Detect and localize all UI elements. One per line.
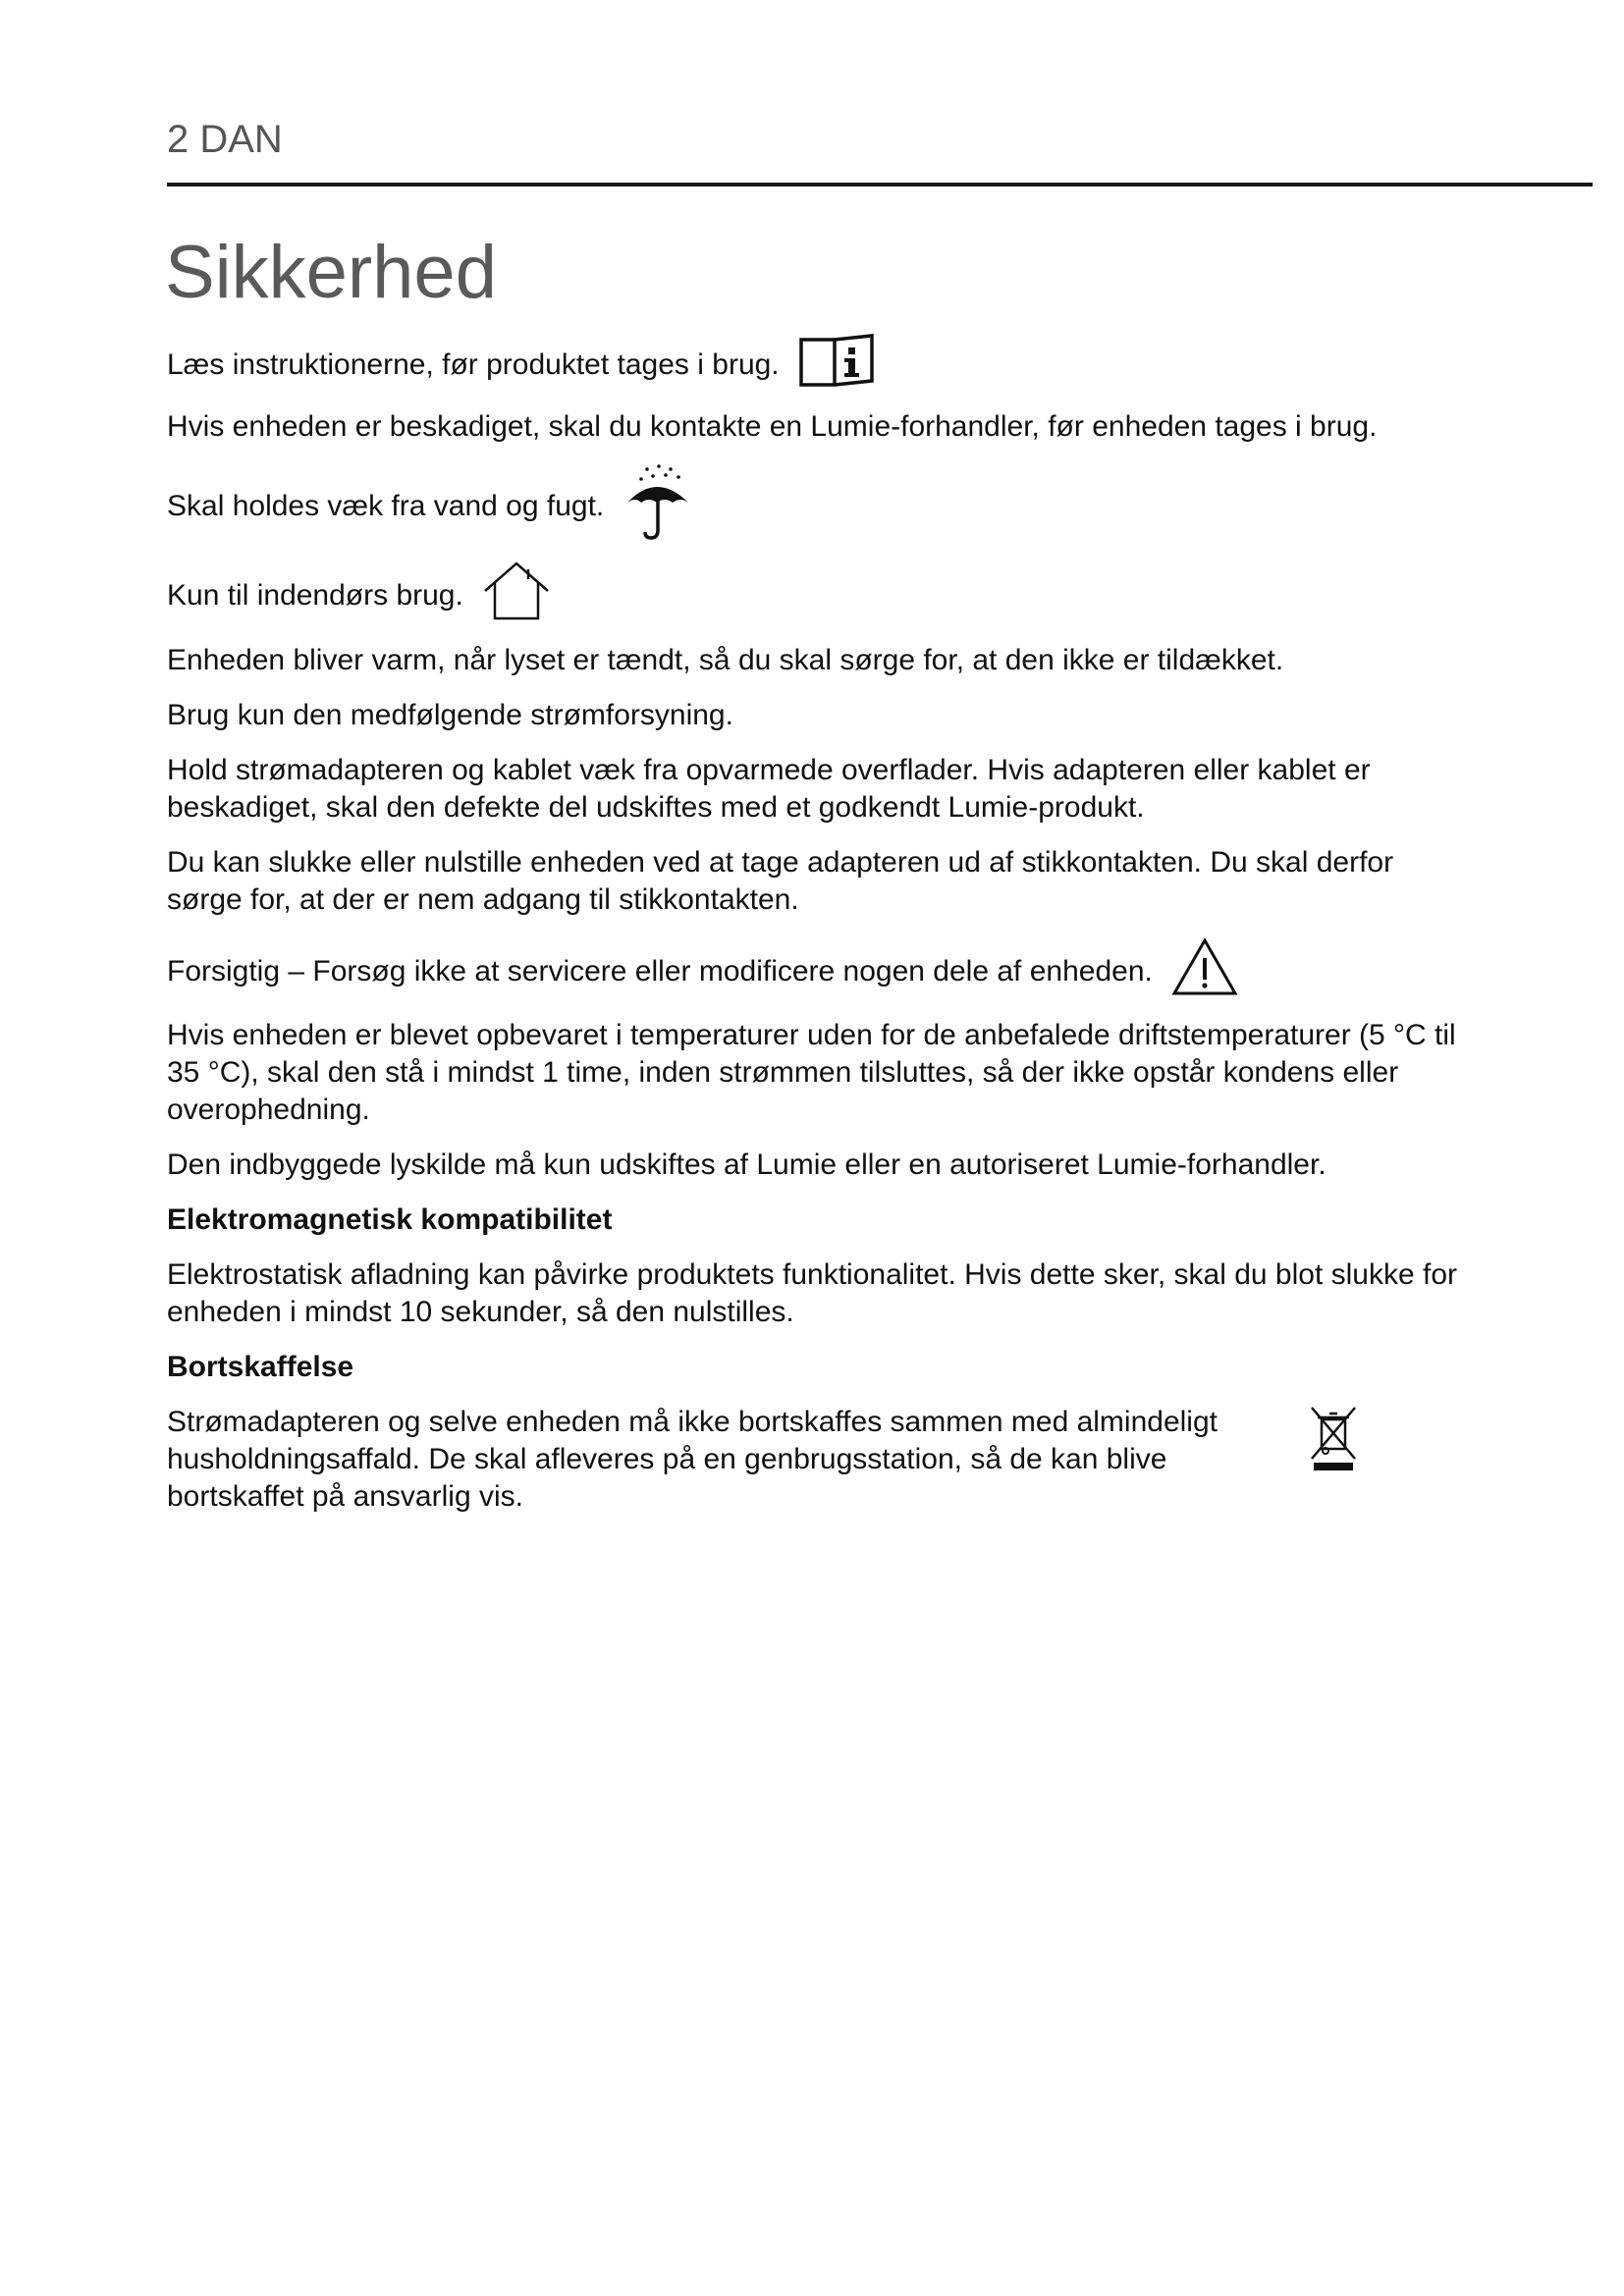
warning-triangle-icon: [1170, 936, 1239, 1007]
keep-dry-umbrella-icon: [622, 463, 692, 550]
crossed-bin-icon: [1308, 1404, 1359, 1482]
disposal-text: Strømadapteren og selve enheden må ikke bortskaffes sammen med almindeligt husholdningsaffald. De skal afleveres på en genbrugsstation, så de kan blive bortskaffet på ansvarlig vis.: [167, 1406, 1218, 1513]
header-rule: [167, 183, 1593, 187]
paragraph-keep-dry: [167, 463, 1463, 550]
paragraph-text: Læs instruktionerne, før produktet tages i brug.: [167, 348, 780, 381]
paragraph-temperature: Hvis enheden er blevet opbevaret i temperaturer uden for de anbefalede driftstemperaturer (5 °C til 35 °C), skal den stå i mindst 1 time, inden strømmen tilsluttes, så der ikke opstår kondens eller overophedning.: [167, 1019, 1456, 1126]
paragraph-light-source: Den indbyggede lyskilde må kun udskiftes af Lumie eller en autoriseret Lumie-forhandler.: [167, 1148, 1326, 1181]
page-title: Sikkerhed: [165, 231, 497, 314]
manual-info-icon: [797, 332, 876, 399]
paragraph-text: Forsigtig – Forsøg ikke at servicere eller modificere nogen dele af enheden.: [167, 955, 1153, 988]
paragraph-text: Skal holdes væk fra vand og fugt.: [167, 490, 605, 522]
page-number-label: 2 DAN: [167, 118, 283, 161]
emc-text: Elektrostatisk afladning kan påvirke produktets funktionalitet. Hvis dette sker, skal du blot slukke for enheden i mindst 10 sekunder, så den nulstilles.: [167, 1258, 1457, 1328]
paragraph-caution: [167, 936, 1463, 1007]
emc-heading: Elektromagnetisk kompatibilitet: [167, 1203, 613, 1236]
paragraph-power-supply: Brug kun den medfølgende strømforsyning.: [167, 699, 733, 731]
disposal-block: [167, 1404, 1463, 1516]
paragraph-unplug: Du kan slukke eller nulstille enheden ved at tage adapteren ud af stikkontakten. Du skal derfor sørge for, at der er nem adgang til stikkontakten.: [167, 846, 1394, 916]
paragraph-damaged: Hvis enheden er beskadiget, skal du kontakte en Lumie-forhandler, før enheden tages i brug.: [167, 410, 1378, 443]
disposal-heading: Bortskaffelse: [167, 1351, 354, 1383]
indoor-house-icon: [481, 560, 552, 632]
paragraph-read-instructions: [167, 332, 1463, 399]
paragraph-warm: Enheden bliver varm, når lyset er tændt, så du skal sørge for, at den ikke er tildækket.: [167, 644, 1284, 676]
paragraph-indoor: [167, 560, 1463, 632]
safety-content: [167, 332, 1463, 1516]
paragraph-adapter: Hold strømadapteren og kablet væk fra opvarmede overflader. Hvis adapteren eller kablet er beskadiget, skal den defekte del udskiftes med et godkendt Lumie-produkt.: [167, 754, 1371, 824]
paragraph-text: Kun til indendørs brug.: [167, 579, 463, 612]
